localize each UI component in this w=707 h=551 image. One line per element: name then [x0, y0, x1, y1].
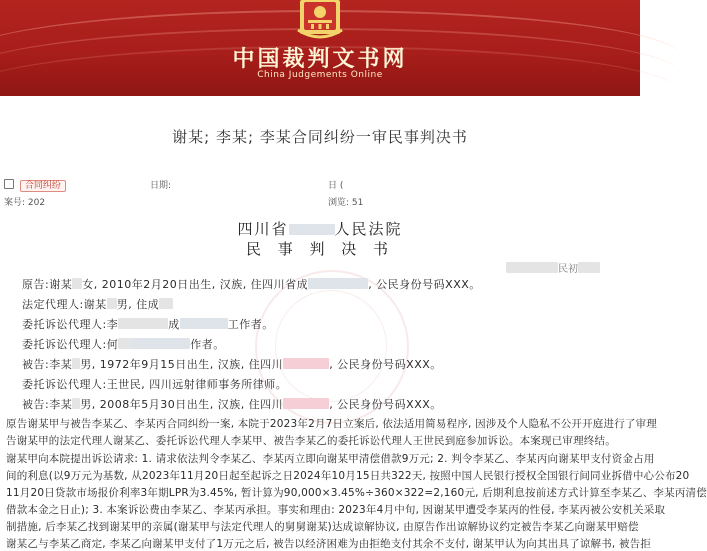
party-line: 委托诉讼代理人:王世民, 四川远射律师事务所律师。	[22, 378, 288, 391]
paragraph-line: 间的利息(以9万元为基数, 从2023年11月20日起至起诉之日2024年10月15日共322天, 按照中国人民银行授权全国银行间同业拆借中心公布20	[6, 470, 690, 482]
party-line: 原告:谢某 女, 2010年2月20日出生, 汉族, 住四川省成 , 公民身份号码XXX。	[22, 278, 481, 291]
party-line: 委托诉讼代理人:何 作者。	[22, 338, 225, 351]
document-type: 民 事 判 决 书	[245, 240, 395, 258]
site-header-banner	[0, 0, 640, 96]
site-subtitle: China Judgements Online	[257, 70, 383, 80]
party-line: 委托诉讼代理人:李 成 工作者。	[22, 318, 274, 331]
document-title: 谢某; 李某; 李某合同纠纷一审民事判决书	[172, 128, 468, 146]
paragraph-line: 谢某乙与李某乙商定, 李某乙向谢某甲支付了1万元之后, 被告以经济困难为由拒绝支付其余不支付, 谢某甲认为向其出具了谅解书, 被告拒	[6, 538, 652, 550]
redacted-block	[506, 262, 558, 273]
court-name: 四川省 人民法院	[237, 220, 403, 238]
meta-date-partial: 日 (	[328, 181, 344, 191]
paragraph-line: 谢某甲向本院提出诉讼请求: 1. 请求依法判令李某乙、李某丙立即向谢某甲清偿借款9万元; 2. 判令李某乙、李某丙向谢某甲支付资金占用	[6, 453, 655, 465]
paragraph-line: 借款本金之日止); 3. 本案诉讼费由李某乙、李某丙承担。事实和理由: 2023年4月中旬, 因谢某甲遭受李某丙的性侵, 李某丙被公安机关采取	[6, 504, 666, 516]
redacted-block	[289, 224, 335, 235]
meta-views: 浏览: 51	[328, 198, 364, 208]
paragraph-line: 制措施, 后李某乙找到谢某甲的亲属(谢某甲与法定代理人的舅舅谢某)达成谅解协议, 由原告作出谅解协议约定被告李某乙向谢某甲赔偿	[6, 521, 639, 533]
contract-badge[interactable]: 合同纠纷	[20, 180, 66, 192]
meta-case-number-prefix: 案号: 202	[4, 198, 46, 208]
paragraph-line: 原告谢某甲与被告李某乙、李某丙合同纠纷一案, 本院于2023年2月7日立案后, 依法适用简易程序, 因涉及个人隐私不公开开庭进行了审理	[6, 418, 658, 430]
case-number: 民初	[506, 260, 600, 275]
paragraph-line: 告谢某甲的法定代理人谢某乙、委托诉讼代理人李某甲、被告李某乙的委托诉讼代理人王世民到庭参加诉讼。本案现已审理终结。	[6, 435, 616, 447]
document-meta-row-2	[0, 195, 640, 209]
court-emblem-icon	[294, 0, 346, 40]
party-line: 被告:李某 男, 1972年9月15日出生, 汉族, 住四川 , 公民身份号码XXX。	[22, 358, 442, 371]
document-meta-row	[0, 178, 640, 192]
meta-case-type	[4, 178, 66, 191]
meta-date-label: 日期:	[150, 181, 172, 191]
print-icon	[4, 179, 14, 189]
party-line: 法定代理人:谢某 男, 住成	[22, 296, 173, 312]
site-title: 中国裁判文书网	[232, 46, 408, 72]
party-line: 被告:李某 男, 2008年5月30日出生, 汉族, 住四川 , 公民身份号码XXX。	[22, 398, 442, 411]
redacted-block	[578, 262, 600, 273]
paragraph-line: 11月20日贷款市场报价利率3年期LPR为3.45%, 暂计算为90,000×3.45%÷360×322=2,160元, 后期利息按前述方式计算至李某乙、李某丙清偿	[6, 487, 707, 499]
